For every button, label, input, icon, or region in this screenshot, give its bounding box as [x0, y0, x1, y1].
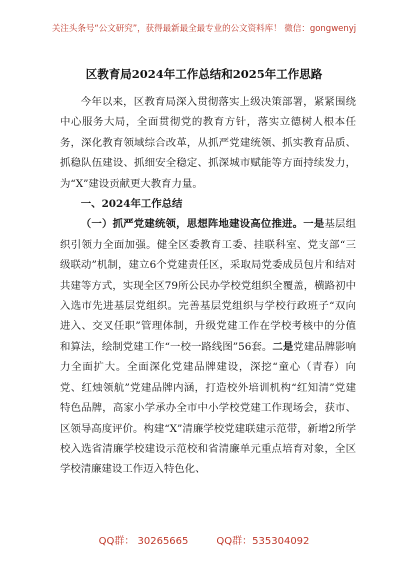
point-2-text: 党建品牌影响力全面扩大。全面深化党建品牌建设，深挖“童心（青春）向党、红烛领航”党建品牌内涵，打造校外培训机构“红知清”党建特色品牌，高家小学承办全市中小学校党建工作现场会，获市、区领导高度评价。构建“X”清廉学校党建联建示范带，新增2所学校入选省清廉学校建设示范校和省清廉单元重点培育对象，全区学校清廉建设工作迈入特色化、	[60, 340, 357, 476]
document-title: 区教育局2024年工作总结和2025年工作思路	[85, 67, 323, 81]
contact-footer	[0, 532, 408, 547]
section-paragraph	[60, 214, 356, 479]
subsection-heading: （一）抓严党建统领，思想阵地建设高位推进。	[80, 218, 304, 231]
qq-group-1: QQ群： 30265665	[98, 536, 189, 547]
promo-banner: 关注头条号“公文研究”，获得最新最全最专业的公文资料库！ 微信：gongwenyj	[51, 24, 357, 34]
point-1-lead: 一是	[303, 218, 325, 231]
section-heading: 一、2024年工作总结	[80, 198, 183, 211]
point-1-text: 基层组织引领力全面加强。健全区委教育工委、挂联科室、党支部“三级联动”机制，建立6个党建责任区，采取局党委成员包片和结对共建等方式，实现全区79所公民办学校党组织全覆盖，横路初中入选市先进基层党组织。完善基层党组织与学校行政班子“双向进入、交叉任职”管理体制，升级党建工作在学校考核中的分值和算法，绘制党建工作“一校一路线图”56套。	[60, 218, 357, 353]
qq-group-2: QQ群：535304092	[216, 536, 310, 547]
document-body	[60, 92, 356, 480]
point-2-lead: 二是	[272, 340, 294, 353]
intro-paragraph: 今年以来，区教育局深入贯彻落实上级决策部署，紧紧围绕中心服务大局，全面贯彻党的教育方针，落实立德树人根本任务，深化教育领域综合改革，从抓严党建统领、抓实教育品质、抓稳队伍建设、抓细安全稳定、抓深城市赋能等方面持续发力，为“X”建设贡献更大教育力量。	[60, 96, 356, 190]
